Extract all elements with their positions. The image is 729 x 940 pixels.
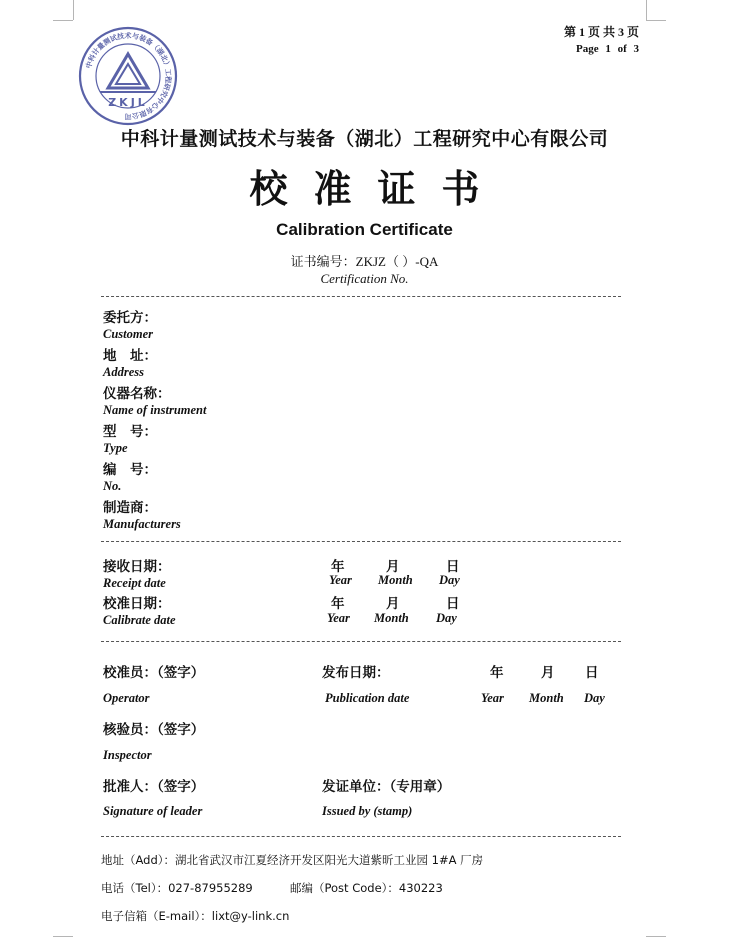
leader-label-cn: 批准人：（签字）: [103, 779, 205, 794]
receipt-month-cn: 月: [386, 559, 400, 574]
issued-label-en: Issued by (stamp): [322, 804, 413, 818]
seal-arc-text: 中科计量测试技术与装备（湖北）工程研究中心有限公司: [84, 31, 173, 121]
calibrate-date: [103, 592, 176, 628]
crop-mark: [646, 20, 666, 21]
calibrate-day-en: Day: [436, 611, 457, 625]
company-seal-logo: [78, 26, 178, 126]
divider: [101, 836, 621, 837]
page-info-en: Page 1 of 3: [575, 43, 639, 55]
receipt-date: [103, 555, 171, 591]
calibrate-month-cn: 月: [386, 596, 400, 611]
footer-address: 地址（Add）：湖北省武汉市江夏经济开发区阳光大道紫昕工业园 1#A 厂房: [101, 853, 484, 867]
receipt-month-en: Month: [378, 573, 413, 587]
field-label-en: No.: [103, 479, 122, 493]
date-label-cn: 接收日期：: [103, 559, 171, 574]
receipt-day-cn: 日: [446, 559, 460, 574]
publication-label-cn: 发布日期：: [322, 665, 390, 680]
customer-field-instrument: [103, 382, 207, 418]
field-label-cn: 委托方：: [103, 310, 157, 325]
field-label-en: Name of instrument: [103, 403, 207, 417]
field-label-cn: 仪器名称：: [103, 386, 171, 401]
divider: [101, 641, 621, 642]
crop-mark: [646, 936, 666, 937]
publication-month-en: Month: [529, 691, 564, 705]
field-label-en: Manufacturers: [103, 517, 181, 531]
leader-label-en: Signature of leader: [103, 804, 203, 818]
customer-field-type: [103, 420, 157, 456]
divider: [101, 296, 621, 297]
organization-name: 中科计量测试技术与装备（湖北）工程研究中心有限公司: [120, 129, 609, 150]
certificate-title-cn: 校准证书: [249, 169, 506, 211]
calibrate-year-cn: 年: [331, 596, 345, 611]
field-label-cn: 地 址：: [103, 348, 157, 363]
customer-field-customer: [103, 306, 157, 342]
field-label-en: Customer: [103, 327, 154, 341]
date-label-en: Calibrate date: [103, 613, 176, 627]
footer-postcode: 邮编（Post Code）：430223: [290, 881, 443, 895]
crop-mark: [646, 0, 647, 20]
date-label-en: Receipt date: [103, 576, 166, 590]
page-info-cn: 第 1 页 共 3 页: [563, 25, 639, 39]
date-label-cn: 校准日期：: [103, 596, 171, 611]
field-label-cn: 制造商：: [103, 500, 157, 515]
footer-tel: 电话（Tel）：027-87955289: [101, 881, 253, 895]
divider: [101, 541, 621, 542]
seal-letters: ZKJL: [108, 96, 148, 109]
operator-label-cn: 校准员：（签字）: [103, 665, 205, 680]
crop-mark: [53, 20, 73, 21]
crop-mark: [73, 0, 74, 20]
field-label-cn: 型 号：: [103, 424, 157, 439]
field-label-cn: 编 号：: [103, 462, 157, 477]
publication-day-cn: 日: [585, 665, 599, 680]
calibrate-day-cn: 日: [446, 596, 460, 611]
certificate-number-label: 证书编号：ZKJZ（ ）-QA: [290, 254, 439, 269]
footer-email: 电子信箱（E-mail）：lixt@y-link.cn: [101, 909, 290, 923]
certificate-number-en: Certification No.: [320, 271, 409, 286]
customer-field-manufacturer: [103, 496, 181, 532]
publication-month-cn: 月: [541, 665, 555, 680]
customer-field-number: [103, 458, 157, 494]
publication-year-cn: 年: [490, 665, 504, 680]
receipt-day-en: Day: [439, 573, 460, 587]
receipt-year-cn: 年: [331, 559, 345, 574]
calibrate-year-en: Year: [327, 611, 350, 625]
customer-field-address: [103, 344, 157, 380]
operator-label-en: Operator: [103, 691, 150, 705]
inspector-label-en: Inspector: [103, 748, 152, 762]
issued-label-cn: 发证单位：（专用章）: [322, 779, 451, 794]
field-label-en: Address: [103, 365, 144, 379]
publication-day-en: Day: [584, 691, 605, 705]
publication-year-en: Year: [481, 691, 504, 705]
inspector-label-cn: 核验员：（签字）: [103, 722, 205, 737]
calibrate-month-en: Month: [374, 611, 409, 625]
page-info: [564, 24, 639, 58]
receipt-year-en: Year: [329, 573, 352, 587]
crop-mark: [53, 936, 73, 937]
certificate-title-en: Calibration Certificate: [276, 220, 453, 239]
field-label-en: Type: [103, 441, 128, 455]
publication-label-en: Publication date: [325, 691, 410, 705]
